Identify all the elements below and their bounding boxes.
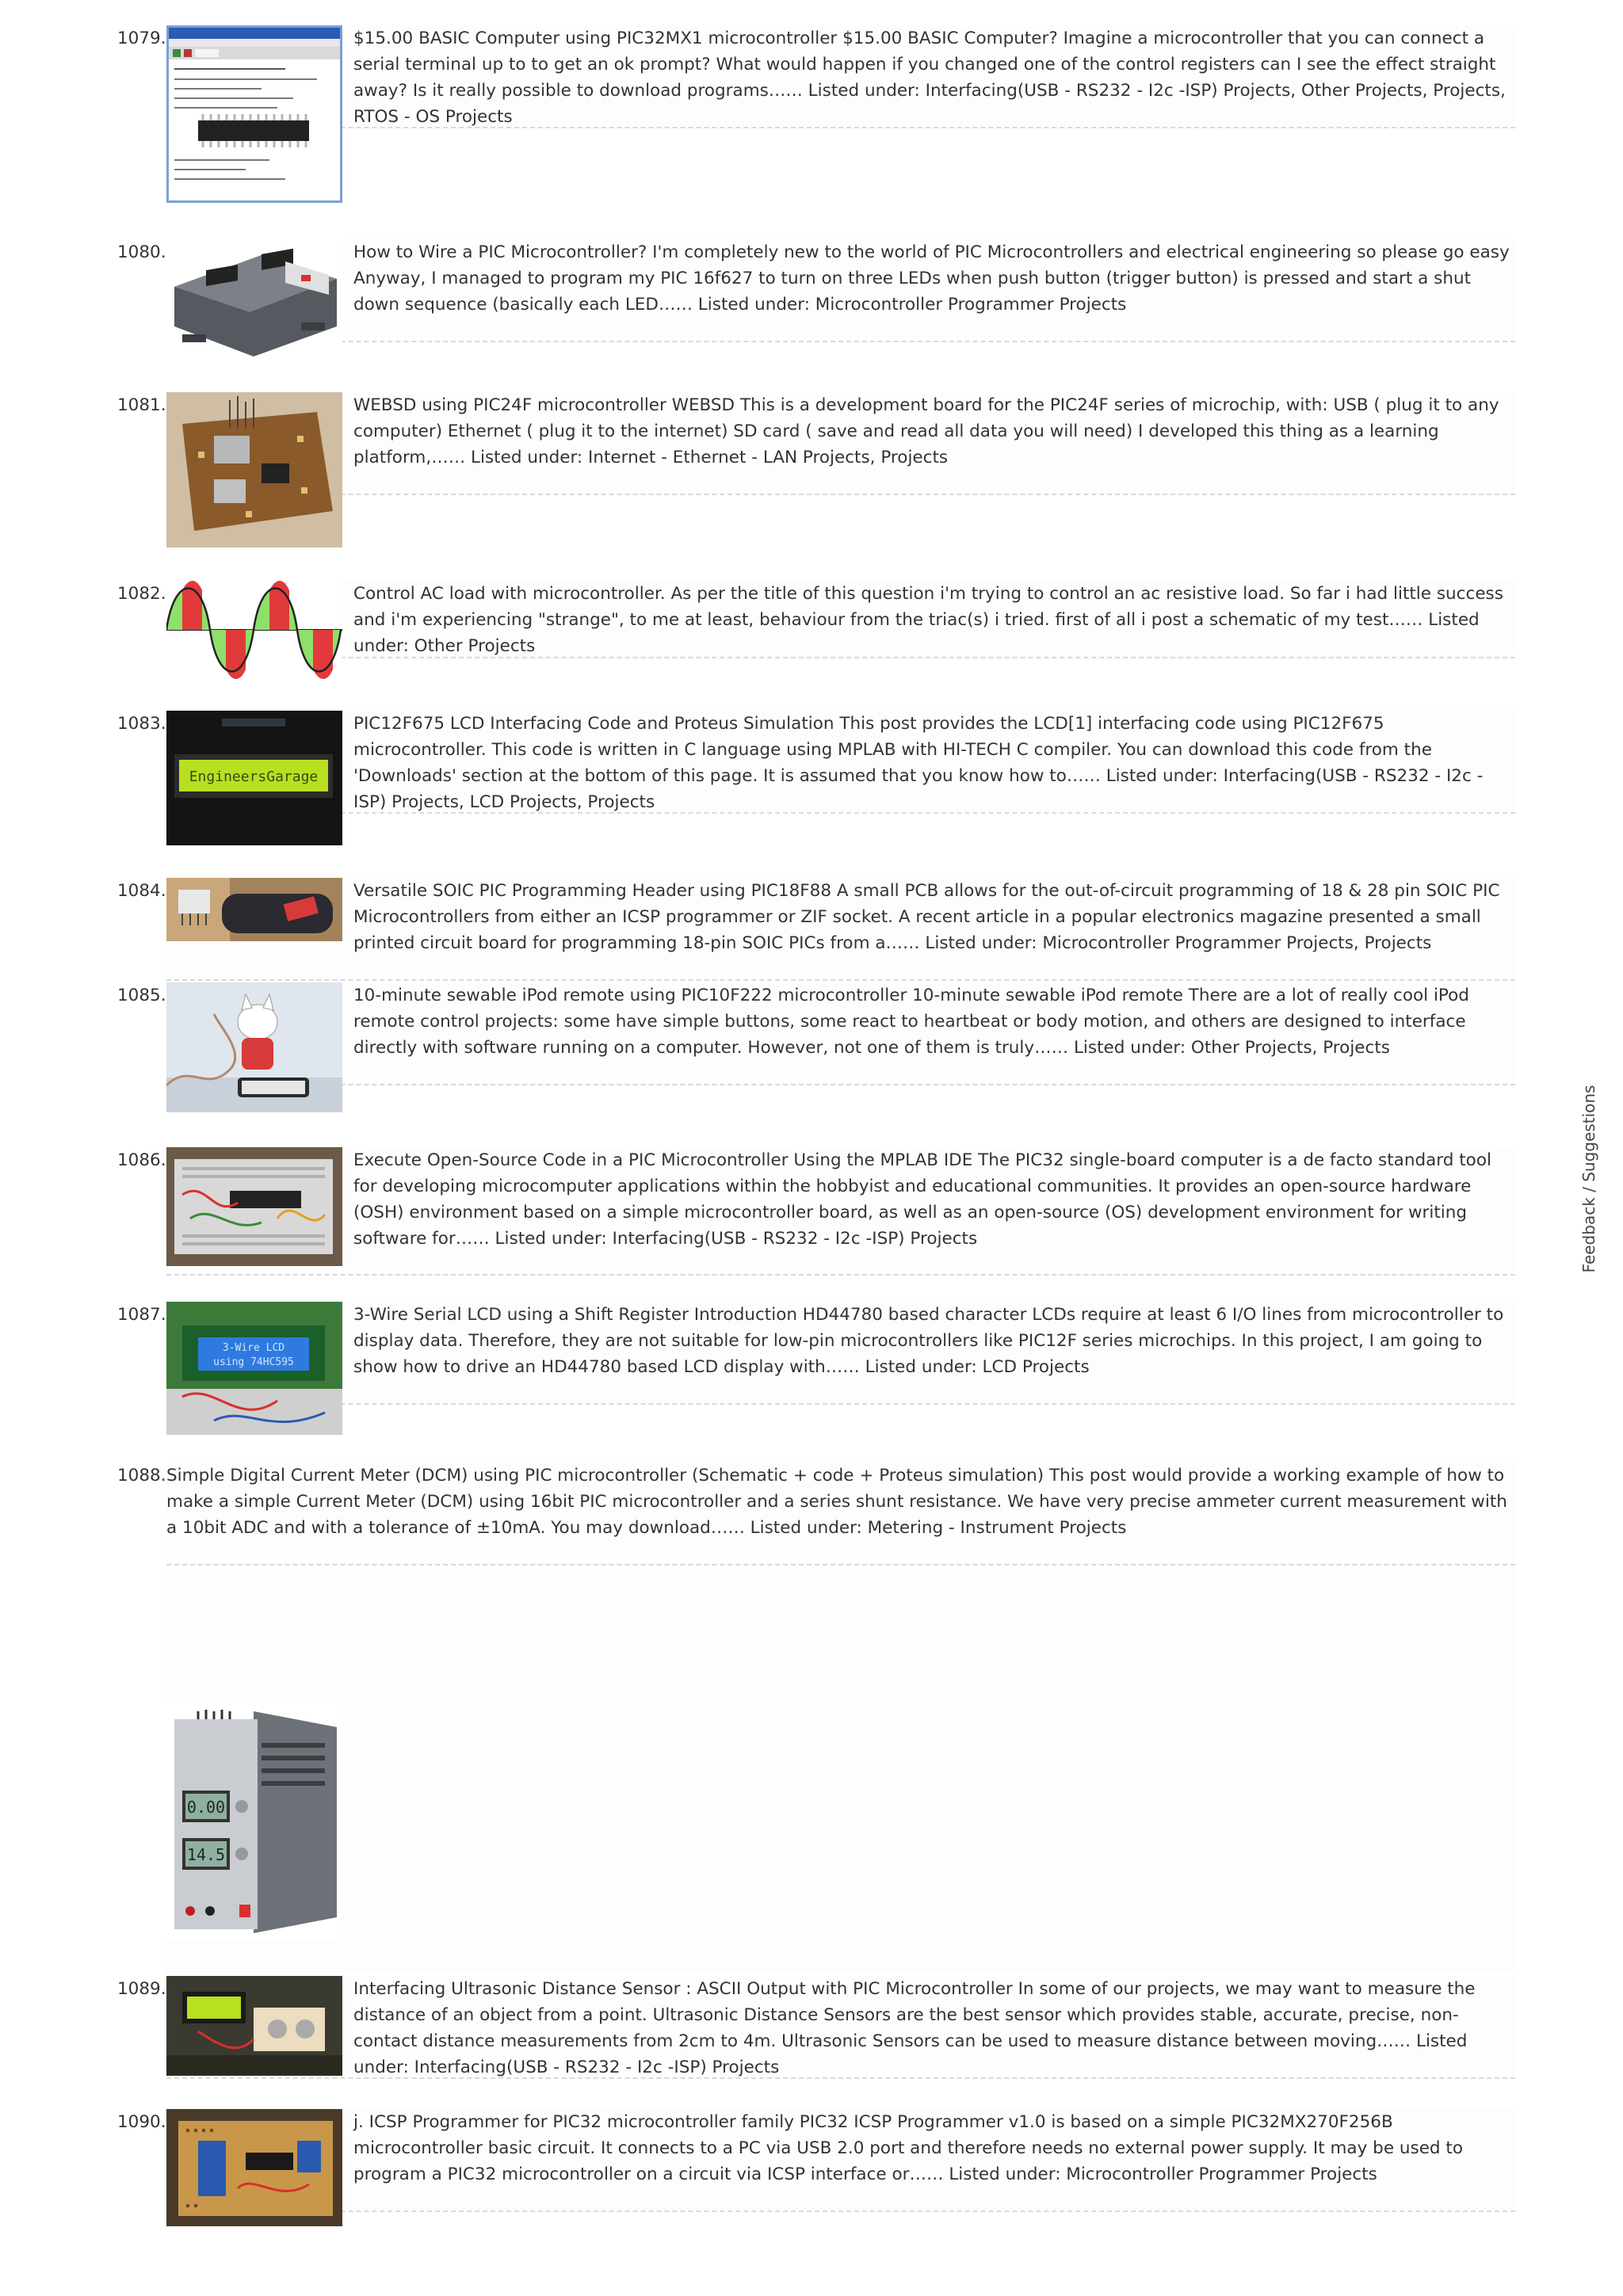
item-description[interactable]: Control AC load with microcontroller. As per the title of this question i'm trying to control an ac resistive load. So far i had little success and i'm experiencing "strange", to me at least, behaviour from the triac(s) i tried. first of all i post a schematic of my test…… Listed under: Other Projects bbox=[353, 584, 1503, 656]
item-number: 1083. bbox=[117, 714, 166, 734]
display-top: 0.00 bbox=[186, 1798, 226, 1817]
list-item bbox=[117, 25, 1515, 128]
item-number: 1080. bbox=[117, 242, 166, 262]
list-item bbox=[117, 711, 1515, 814]
item-description[interactable]: WEBSD using PIC24F microcontroller WEBSD This is a development board for the PIC24F series of microchip, with: USB ( plug it to any computer) Ethernet ( plug it to the internet) SD card ( save and read all data you will need) I developed this thing as a learning platform,…… Listed under: Internet - Ethernet - LAN Projects, Projects bbox=[353, 395, 1499, 467]
item-description[interactable]: Versatile SOIC PIC Programming Header using PIC18F88 A small PCB allows for the out-of-circuit programming of 18 & 28 pin SOIC PIC Microcontrollers from either an ICSP programmer or ZIF socket. A recent article in a popular electronics magazine presented a small printed circuit board for programming 18-pin SOIC PICs from a…… Listed under: Microcontroller Programmer Projects, Projects bbox=[353, 881, 1500, 953]
item-thumbnail[interactable] bbox=[166, 392, 342, 547]
item-thumbnail[interactable] bbox=[166, 25, 342, 203]
item-thumbnail[interactable] bbox=[166, 982, 342, 1112]
lcd-line-2: using 74HC595 bbox=[213, 1356, 294, 1368]
list-item bbox=[117, 2109, 1515, 2212]
item-thumbnail[interactable] bbox=[166, 1703, 342, 1941]
item-number: 1086. bbox=[117, 1150, 166, 1170]
list-item bbox=[117, 982, 1515, 1085]
item-number: 1085. bbox=[117, 986, 166, 1005]
item-thumbnail[interactable] bbox=[166, 581, 342, 679]
item-description[interactable]: Interfacing Ultrasonic Distance Sensor : ASCII Output with PIC Microcontroller In some of our projects, we may want to measure the distance of an object from a point. Ultrasonic Distance Sensors are the best sensor which provides stable, accurate, precise, non-contact distance measurements from 2cm to 4m. Ultrasonic Sensors can be used to measure distance between moving…… Listed under: Interfacing(USB - RS232 - I2c -ISP) Projects bbox=[353, 1979, 1476, 2077]
feedback-tab[interactable] bbox=[1577, 1085, 1601, 1272]
item-number: 1079. bbox=[117, 29, 166, 48]
list-item bbox=[117, 1463, 1515, 1566]
item-body bbox=[166, 1976, 1515, 2079]
list-item bbox=[117, 1976, 1515, 2079]
item-number: 1089. bbox=[117, 1979, 166, 1999]
item-description[interactable]: Simple Digital Current Meter (DCM) using PIC microcontroller (Schematic + code + Proteus simulation) This post would provide a working example of how to make a simple Current Meter (DCM) using 16bit PIC microcontroller and a series shunt resistance. We have very precise ammeter current measurement with a 10bit ADC and with a tolerance of ±10mA. You may download…… Listed under: Metering - Instrument Projects bbox=[166, 1466, 1507, 1538]
display-bottom: 14.5 bbox=[186, 1845, 226, 1864]
item-thumbnail[interactable] bbox=[166, 1302, 342, 1435]
list-item-thumbnail-row bbox=[117, 1569, 1515, 1973]
item-number: 1082. bbox=[117, 584, 166, 604]
item-body bbox=[166, 392, 1515, 495]
item-description[interactable]: $15.00 BASIC Computer using PIC32MX1 microcontroller $15.00 BASIC Computer? Imagine a microcontroller that you can connect a serial terminal up to to get an ok prompt? What would happen if you changed one of the control registers can I see the effect straight away? Is it really possible to download programs…… Listed under: Interfacing(USB - RS232 - I2c -ISP) Projects, Other Projects, Projects, RTOS - OS Projects bbox=[353, 29, 1506, 127]
item-thumbnail[interactable] bbox=[166, 2109, 342, 2226]
item-body bbox=[166, 581, 1515, 658]
item-thumbnail[interactable] bbox=[166, 239, 342, 360]
item-body bbox=[166, 1302, 1515, 1405]
item-body bbox=[166, 878, 1515, 981]
list-item bbox=[117, 1302, 1515, 1405]
item-description[interactable]: Execute Open-Source Code in a PIC Microcontroller Using the MPLAB IDE The PIC32 single-board computer is a de facto standard tool for developing microcomputer applications within the hobbyist and educational communities. It provides an open-source hardware (OSH) environment based on a simple microcontroller board, as well as an open-source (OS) development environment for writing software for…… Listed under: Interfacing(USB - RS232 - I2c -ISP) Projects bbox=[353, 1150, 1491, 1249]
item-body bbox=[166, 711, 1515, 814]
item-number: 1087. bbox=[117, 1305, 166, 1325]
item-number: 1088. bbox=[117, 1466, 166, 1486]
item-body bbox=[166, 1569, 1515, 1973]
item-body bbox=[166, 239, 1515, 342]
item-number: 1081. bbox=[117, 395, 166, 415]
lcd-line-1: 3-Wire LCD bbox=[222, 1342, 285, 1354]
list-item bbox=[117, 392, 1515, 495]
item-thumbnail[interactable] bbox=[166, 878, 342, 941]
item-number: 1090. bbox=[117, 2112, 166, 2132]
list-item bbox=[117, 878, 1515, 981]
list-item bbox=[117, 239, 1515, 342]
item-body bbox=[166, 1463, 1515, 1566]
lcd-text: EngineersGarage bbox=[189, 769, 319, 785]
item-description[interactable]: 10-minute sewable iPod remote using PIC10F222 microcontroller 10-minute sewable iPod remote There are a lot of really cool iPod remote control projects: some have simple buttons, some react to heartbeat or body motion, and others are designed to interface directly with software running on a computer. However, not one of them is truly…… Listed under: Other Projects, Projects bbox=[353, 986, 1469, 1058]
item-thumbnail[interactable] bbox=[166, 1976, 342, 2076]
item-description[interactable]: j. ICSP Programmer for PIC32 microcontroller family PIC32 ICSP Programmer v1.0 is based on a simple PIC32MX270F256B microcontroller basic circuit. It connects to a PC via USB 2.0 port and therefore needs no external power supply. It may be used to program a PIC32 microcontroller on a circuit via ICSP interface or…… Listed under: Microcontroller Programmer Projects bbox=[353, 2112, 1463, 2184]
item-body bbox=[166, 982, 1515, 1085]
item-body bbox=[166, 25, 1515, 128]
list-item bbox=[117, 1147, 1515, 1276]
item-description[interactable]: How to Wire a PIC Microcontroller? I'm completely new to the world of PIC Microcontrollers and electrical engineering so please go easy Anyway, I managed to program my PIC 16f627 to turn on three LEDs when push button (trigger button) is pressed and start a shut down sequence (basically each LED…… Listed under: Microcontroller Programmer Projects bbox=[353, 242, 1510, 315]
item-description[interactable]: PIC12F675 LCD Interfacing Code and Proteus Simulation This post provides the LCD[1] interfacing code using PIC12F675 microcontroller. This code is written in C language using MPLAB with HI-TECH C compiler. You can download this code from the 'Downloads' section at the bottom of this page. It is assumed that you know how to…… Listed under: Interfacing(USB - RS232 - I2c -ISP) Projects, LCD Projects, Projects bbox=[353, 714, 1484, 812]
list-item bbox=[117, 581, 1515, 658]
item-thumbnail[interactable] bbox=[166, 711, 342, 845]
item-body bbox=[166, 1147, 1515, 1276]
feedback-label: Feedback / Suggestions bbox=[1579, 1085, 1598, 1272]
item-body bbox=[166, 2109, 1515, 2212]
item-description[interactable]: 3-Wire Serial LCD using a Shift Register Introduction HD44780 based character LCDs require at least 6 I/O lines from microcontroller to display data. Therefore, they are not suitable for low-pin microcontrollers like PIC12F series microchips. In this project, I am going to show how to drive an HD44780 based LCD display with…… Listed under: LCD Projects bbox=[353, 1305, 1504, 1377]
item-number: 1084. bbox=[117, 881, 166, 901]
item-thumbnail[interactable] bbox=[166, 1147, 342, 1266]
